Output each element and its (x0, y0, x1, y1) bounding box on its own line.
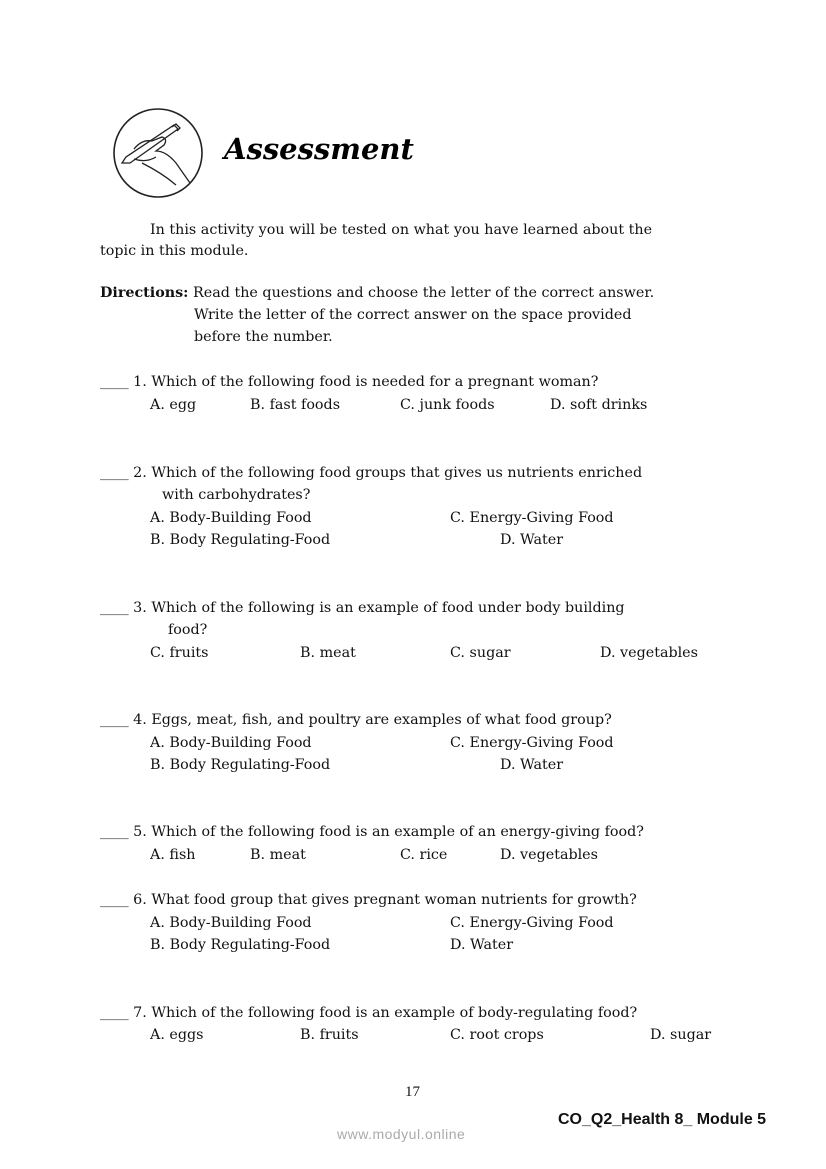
option: B. Body Regulating-Food (150, 532, 331, 548)
option: C. root crops (450, 1027, 544, 1043)
question-5 (100, 823, 644, 841)
option: C. junk foods (400, 397, 495, 413)
question-text: 4. Eggs, meat, fish, and poultry are examples of what food group? (133, 712, 612, 728)
answer-blank[interactable]: ____ (100, 465, 129, 481)
option: B. Body Regulating-Food (150, 937, 331, 953)
question-6 (100, 891, 637, 909)
option: A. egg (150, 397, 197, 413)
option: D. Water (500, 757, 564, 773)
option: D. vegetables (500, 847, 598, 863)
hand-writing-with-pencil-icon (112, 107, 204, 199)
option: B. meat (250, 847, 306, 863)
question-1 (100, 373, 598, 391)
option: A. fish (150, 847, 196, 863)
option: A. Body-Building Food (150, 915, 312, 931)
page-number: 17 (405, 1084, 420, 1100)
question-2 (100, 464, 642, 482)
question-4 (100, 711, 612, 729)
directions-line: before the number. (194, 329, 333, 345)
option: D. soft drinks (550, 397, 648, 413)
question-text: 2. Which of the following food groups that gives us nutrients enriched (133, 465, 643, 481)
answer-blank[interactable]: ____ (100, 374, 129, 390)
question-3 (100, 599, 625, 617)
option: B. meat (300, 645, 356, 661)
answer-blank[interactable]: ____ (100, 824, 129, 840)
directions-line (100, 284, 654, 302)
page-title: Assessment (224, 132, 414, 166)
watermark: www.modyul.online (337, 1126, 466, 1142)
option: B. fruits (300, 1027, 359, 1043)
option: C. rice (400, 847, 448, 863)
option: C. Energy-Giving Food (450, 510, 614, 526)
option: B. fast foods (250, 397, 341, 413)
answer-blank[interactable]: ____ (100, 1005, 129, 1021)
module-code: CO_Q2_Health 8_ Module 5 (558, 1111, 767, 1128)
answer-blank[interactable]: ____ (100, 892, 129, 908)
question-text: 1. Which of the following food is needed for a pregnant woman? (133, 374, 599, 390)
answer-blank[interactable]: ____ (100, 712, 129, 728)
option: D. Water (450, 937, 514, 953)
option: B. Body Regulating-Food (150, 757, 331, 773)
option: D. Water (500, 532, 564, 548)
option: C. Energy-Giving Food (450, 735, 614, 751)
option: A. Body-Building Food (150, 735, 312, 751)
directions-line: Write the letter of the correct answer on the space provided (194, 307, 632, 323)
option: D. vegetables (600, 645, 698, 661)
option: D. sugar (650, 1027, 712, 1043)
option: A. eggs (150, 1027, 204, 1043)
directions-label: Directions: (100, 285, 189, 301)
answer-blank[interactable]: ____ (100, 600, 129, 616)
option: C. Energy-Giving Food (450, 915, 614, 931)
question-text: 6. What food group that gives pregnant woman nutrients for growth? (133, 892, 637, 908)
question-text: food? (168, 622, 208, 638)
intro-line: topic in this module. (100, 243, 249, 259)
question-text: 7. Which of the following food is an example of body-regulating food? (133, 1005, 638, 1021)
intro-line: In this activity you will be tested on what you have learned about the (150, 222, 653, 238)
option: C. sugar (450, 645, 511, 661)
option: C. fruits (150, 645, 209, 661)
question-text: 5. Which of the following food is an example of an energy-giving food? (133, 824, 644, 840)
question-7 (100, 1004, 637, 1022)
question-text: with carbohydrates? (162, 487, 311, 503)
option: A. Body-Building Food (150, 510, 312, 526)
directions-text: Read the questions and choose the letter of the correct answer. (193, 285, 655, 301)
question-text: 3. Which of the following is an example of food under body building (133, 600, 625, 616)
